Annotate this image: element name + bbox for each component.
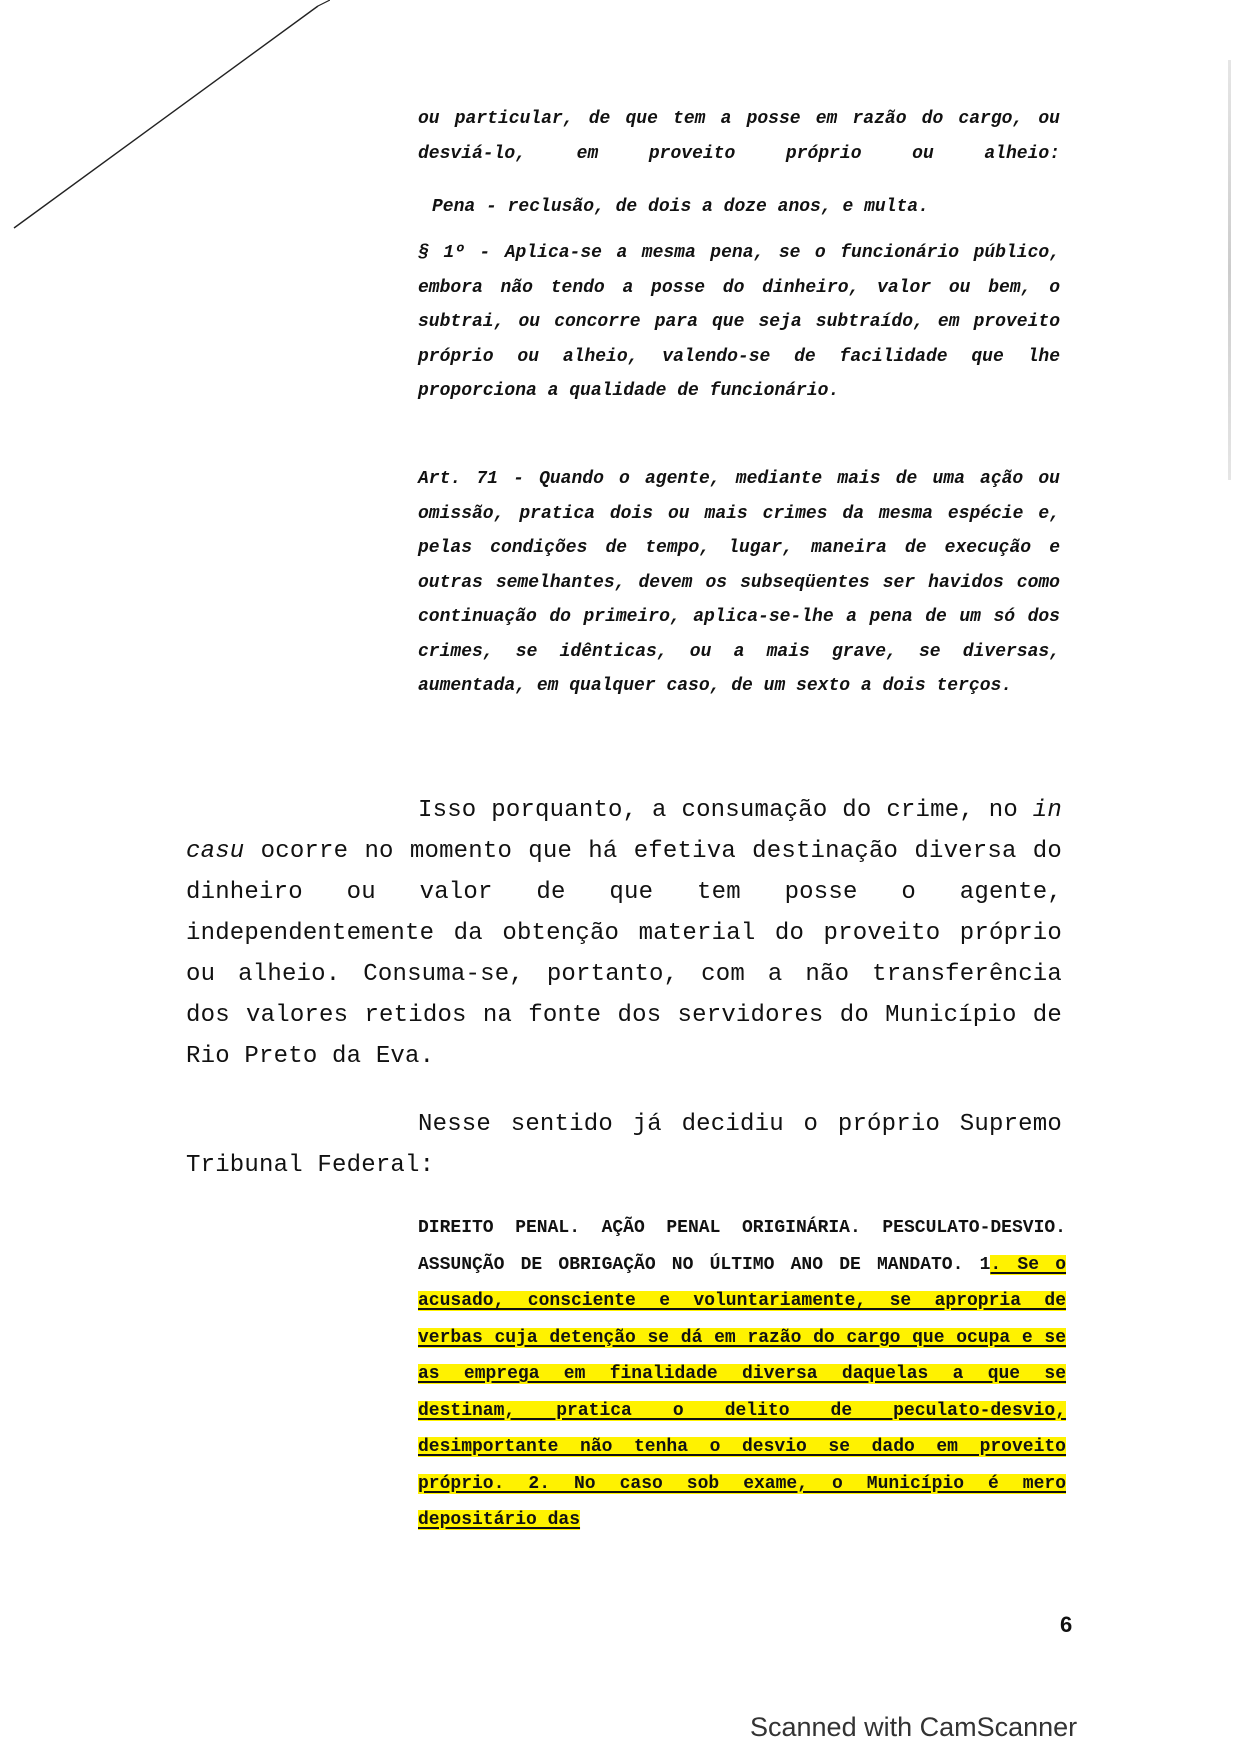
body-p1-text: Isso porquanto, a consumação do crime, no <box>418 797 1033 824</box>
ruling-highlighted-text: . Se o acusado, consciente e voluntariamente, se apropria de verbas cuja detenção se dá em razão do cargo que ocupa e se as emprega em finalidade diversa daquelas a que se destinam, pratica o delito de peculato-desvio, desimportante não tenha o desvio se dado em proveito próprio. 2. No caso sob exame, o Município é mero depositário das <box>418 1254 1066 1530</box>
quote-pena: Pena - reclusão, de dois a doze anos, e multa. <box>432 197 929 217</box>
body-paragraph-1 <box>186 790 1062 1077</box>
ruling-plain-text: DIREITO PENAL. AÇÃO PENAL ORIGINÁRIA. PESCULATO-DESVIO. ASSUNÇÃO DE OBRIGAÇÃO NO ÚLTIMO ANO DE MANDATO. 1 <box>418 1218 1066 1275</box>
body-paragraph-2 <box>186 1104 1062 1186</box>
body-p2-text: Nesse sentido já decidiu o próprio Supremo Tribunal Federal: <box>186 1111 1062 1179</box>
scan-edge-line <box>0 0 330 240</box>
page-number: 6 <box>1060 1612 1073 1637</box>
body-p1-text-rest: ocorre no momento que há efetiva destinação diversa do dinheiro ou valor de que tem posse o agente, independentemente da obtenção material do proveito próprio ou alheio. Consuma-se, portanto, com a não transferência dos valores retidos na fonte dos servidores do Município de Rio Preto da Eva. <box>186 838 1062 1070</box>
scan-edge-shadow <box>1228 60 1231 480</box>
stf-ruling-excerpt <box>418 1210 1066 1539</box>
quote-lines-1: ou particular, de que tem a posse em razão do cargo, ou desviá-lo, em proveito próprio ou alheio: <box>418 109 1060 164</box>
quote-paragraph-1: § 1º - Aplica-se a mesma pena, se o funcionário público, embora não tendo a posse do dinheiro, valor ou bem, o subtrai, ou concorre para que seja subtraído, em proveito próprio ou alheio, valendo-se de facilidade que lhe proporciona a qualidade de funcionário. <box>418 243 1060 401</box>
body-p1-italic: in casu <box>186 797 1062 865</box>
camscanner-watermark: Scanned with CamScanner <box>750 1712 1078 1742</box>
quote-art-71: Art. 71 - Quando o agente, mediante mais de uma ação ou omissão, pratica dois ou mais crimes da mesma espécie e, pelas condições de tempo, lugar, maneira de execução e outras semelhantes, devem os subseqüentes ser havidos como continuação do primeiro, aplica-se-lhe a pena de um só dos crimes, se idênticas, ou a mais grave, se diversas, aumentada, em qualquer caso, de um sexto a dois terços. <box>418 469 1060 696</box>
